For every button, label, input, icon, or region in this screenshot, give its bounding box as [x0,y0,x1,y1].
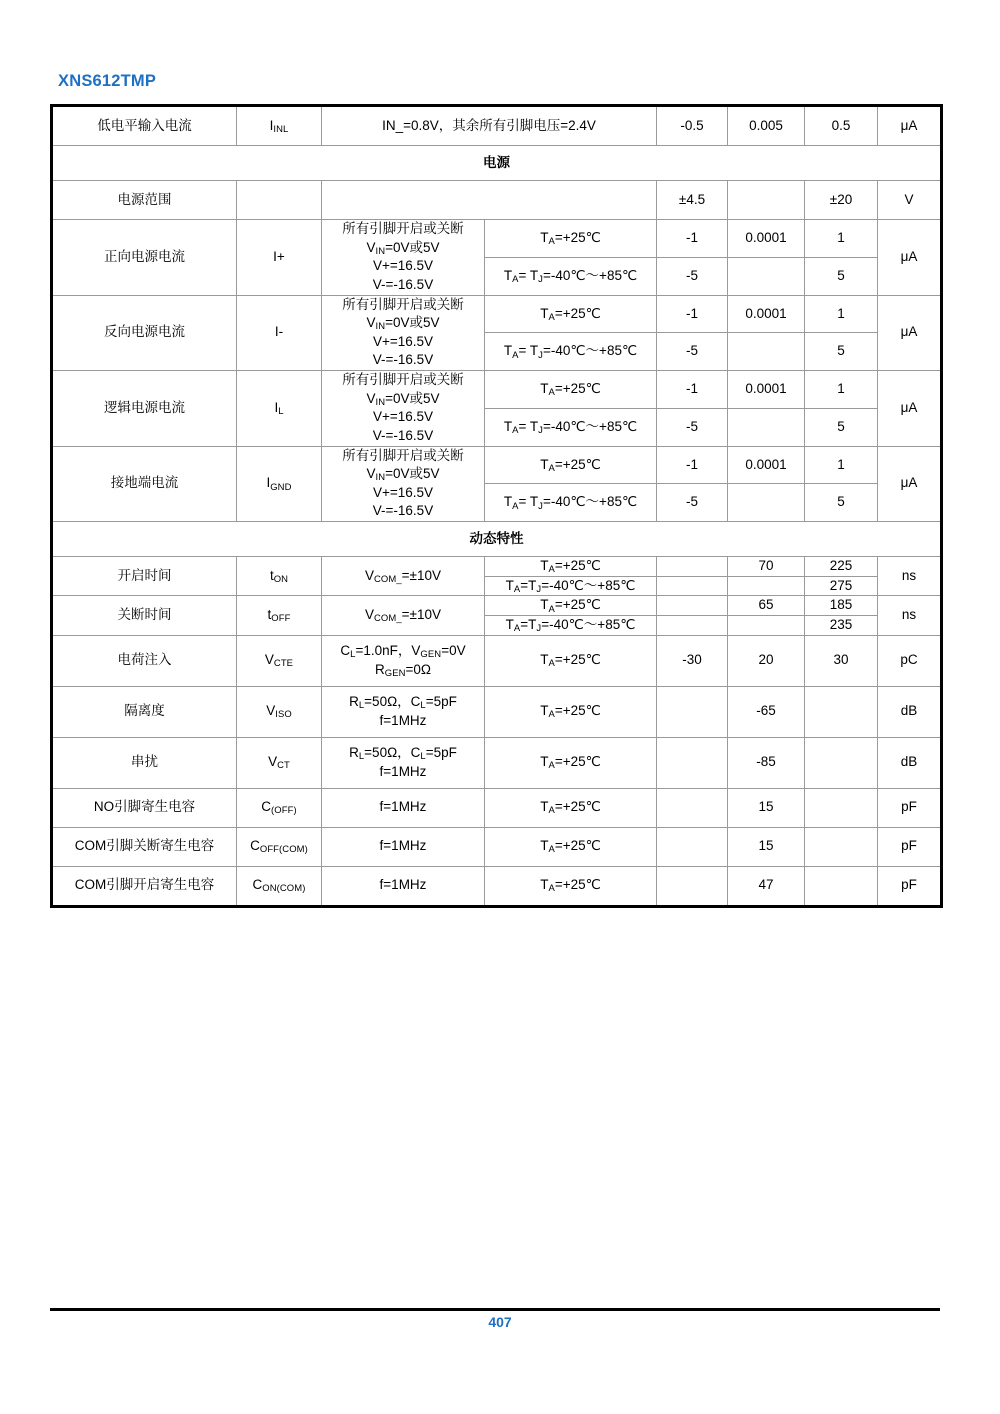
value-unit: μA [878,106,942,146]
test-conditions: 所有引脚开启或关断 $V_{IN}=0V$或5V V+=16.5V V-=-16.5V [322,220,485,296]
parameter-symbol: $t_{OFF}$ [237,596,322,635]
parameter-symbol: $C_{(OFF)}$ [237,788,322,827]
footer-divider [50,1308,940,1311]
temperature-condition: $T_A=+25℃$ [485,220,657,258]
value-unit: μA [878,446,942,522]
value-max: 1 [805,295,878,333]
value-min: -0.5 [657,106,728,146]
parameter-symbol: $V_{CTE}$ [237,635,322,686]
parameter-name: 正向电源电流 [52,220,237,296]
parameter-symbol: $V_{ISO}$ [237,686,322,737]
value-max: 1 [805,371,878,409]
section-header-row [52,522,942,557]
value-min: -1 [657,295,728,333]
value-max [805,788,878,827]
parameter-symbol: I+ [237,220,322,296]
value-typ: 0.0001 [728,371,805,409]
value-unit: ns [878,596,942,635]
value-max [805,866,878,906]
value-max [805,827,878,866]
value-unit: dB [878,737,942,788]
table-row [52,596,942,616]
value-unit: μA [878,371,942,447]
parameter-name: 低电平输入电流 [52,106,237,146]
table-row [52,181,942,220]
value-typ: 47 [728,866,805,906]
temperature-condition: $T_A=+25℃$ [485,635,657,686]
value-typ: 0.0001 [728,220,805,258]
temperature-condition: $T_A=T_J=-40℃\sim+85℃$ [485,615,657,635]
value-min: -5 [657,333,728,371]
test-conditions: f=1MHz [322,788,485,827]
value-min: -5 [657,257,728,295]
value-min [657,557,728,577]
parameter-name: 串扰 [52,737,237,788]
parameter-name: COM引脚开启寄生电容 [52,866,237,906]
value-unit: μA [878,295,942,371]
value-max [805,686,878,737]
value-unit: pF [878,866,942,906]
test-conditions: f=1MHz [322,866,485,906]
value-min [657,866,728,906]
value-min [657,737,728,788]
test-conditions: f=1MHz [322,827,485,866]
test-conditions: $R_L=50\Omega$，$C_L=5pF$ f=1MHz [322,737,485,788]
value-unit: dB [878,686,942,737]
table-row [52,737,942,788]
value-min [657,788,728,827]
value-unit: V [878,181,942,220]
temperature-condition: $T_A=T_J=-40℃\sim+85℃$ [485,576,657,596]
value-min [657,686,728,737]
temperature-condition: $T_A=+25℃$ [485,686,657,737]
test-conditions: $V_{COM\_}=\pm 10V$ [322,557,485,596]
temperature-condition: $T_A=+25℃$ [485,295,657,333]
parameter-symbol: $C_{OFF(COM)}$ [237,827,322,866]
test-conditions: 所有引脚开启或关断 $V_{IN}=0V$或5V V+=16.5V V-=-16.5V [322,446,485,522]
value-min: -1 [657,371,728,409]
table-row [52,220,942,258]
parameter-symbol: $I_{INL}$ [237,106,322,146]
temperature-condition: $T_A=+25℃$ [485,737,657,788]
value-max: 235 [805,615,878,635]
parameter-name: COM引脚关断寄生电容 [52,827,237,866]
table-row [52,686,942,737]
section-header-row [52,146,942,181]
value-max: 5 [805,408,878,446]
value-max: 0.5 [805,106,878,146]
value-typ: 70 [728,557,805,577]
value-typ [728,257,805,295]
temperature-condition: $T_A=+25℃$ [485,596,657,616]
test-conditions: $R_L=50\Omega$，$C_L=5pF$ f=1MHz [322,686,485,737]
value-max: 5 [805,484,878,522]
parameter-name: 反向电源电流 [52,295,237,371]
parameter-name: 接地端电流 [52,446,237,522]
value-min [657,596,728,616]
value-max: 225 [805,557,878,577]
parameter-symbol: $I_{GND}$ [237,446,322,522]
value-max: 185 [805,596,878,616]
test-conditions: $C_L=1.0nF$，$V_{GEN}=0V$ $R_{GEN}=0\Omega$ [322,635,485,686]
value-max: 275 [805,576,878,596]
value-typ [728,181,805,220]
parameter-name: 电荷注入 [52,635,237,686]
parameter-name: 隔离度 [52,686,237,737]
value-typ: 0.005 [728,106,805,146]
table-row [52,446,942,484]
value-min [657,827,728,866]
value-unit: μA [878,220,942,296]
value-unit: pC [878,635,942,686]
value-max: 30 [805,635,878,686]
temperature-condition: $T_A=$ $T_J=-40℃\sim+85℃$ [485,333,657,371]
table-row [52,635,942,686]
temperature-condition: $T_A=+25℃$ [485,446,657,484]
temperature-condition: $T_A=$ $T_J=-40℃\sim+85℃$ [485,257,657,295]
value-typ [728,576,805,596]
value-min: -1 [657,220,728,258]
table-row [52,827,942,866]
value-unit: pF [878,827,942,866]
value-max: ±20 [805,181,878,220]
value-min: -30 [657,635,728,686]
table-row [52,295,942,333]
section-title-section-power: 电源 [52,146,942,181]
value-min: -1 [657,446,728,484]
value-min: -5 [657,484,728,522]
value-typ: 0.0001 [728,295,805,333]
value-typ: 20 [728,635,805,686]
temperature-condition: $T_A=+25℃$ [485,866,657,906]
value-typ [728,408,805,446]
page-number: 407 [488,1314,512,1330]
value-max: 1 [805,220,878,258]
test-conditions: IN_=0.8V，其余所有引脚电压=2.4V [322,106,657,146]
parameter-name: 电源范围 [52,181,237,220]
section-title-section-dynamic: 动态特性 [52,522,942,557]
temperature-condition: $T_A=+25℃$ [485,557,657,577]
value-max: 5 [805,257,878,295]
value-typ: 65 [728,596,805,616]
value-typ [728,484,805,522]
parameter-symbol: $V_{CT}$ [237,737,322,788]
page-title: XNS612TMP [58,72,157,90]
value-typ: 15 [728,827,805,866]
value-typ [728,615,805,635]
temperature-condition: $T_A=+25℃$ [485,788,657,827]
test-conditions: 所有引脚开启或关断 $V_{IN}=0V$或5V V+=16.5V V-=-16.5V [322,371,485,447]
test-conditions [322,181,657,220]
table-row [52,788,942,827]
parameter-name: 开启时间 [52,557,237,596]
table-row [52,557,942,577]
test-conditions: 所有引脚开启或关断 $V_{IN}=0V$或5V V+=16.5V V-=-16.5V [322,295,485,371]
value-max: 1 [805,446,878,484]
value-unit: pF [878,788,942,827]
table-row [52,866,942,906]
value-typ: 15 [728,788,805,827]
table-row [52,371,942,409]
value-min [657,615,728,635]
value-typ: -85 [728,737,805,788]
parameter-name: 关断时间 [52,596,237,635]
value-min: ±4.5 [657,181,728,220]
electrical-characteristics-table [50,104,943,908]
parameter-symbol: $I_L$ [237,371,322,447]
parameter-symbol: $t_{ON}$ [237,557,322,596]
temperature-condition: $T_A=+25℃$ [485,827,657,866]
value-max: 5 [805,333,878,371]
value-typ: -65 [728,686,805,737]
temperature-condition: $T_A=$ $T_J=-40℃\sim+85℃$ [485,408,657,446]
value-min [657,576,728,596]
parameter-symbol: I- [237,295,322,371]
parameter-name: 逻辑电源电流 [52,371,237,447]
value-min: -5 [657,408,728,446]
table-row [52,106,942,146]
parameter-name: NO引脚寄生电容 [52,788,237,827]
value-max [805,737,878,788]
test-conditions: $V_{COM\_}=\pm 10V$ [322,596,485,635]
temperature-condition: $T_A=$ $T_J=-40℃\sim+85℃$ [485,484,657,522]
value-typ: 0.0001 [728,446,805,484]
parameter-symbol: $C_{ON(COM)}$ [237,866,322,906]
value-unit: ns [878,557,942,596]
value-typ [728,333,805,371]
parameter-symbol [237,181,322,220]
temperature-condition: $T_A=+25℃$ [485,371,657,409]
